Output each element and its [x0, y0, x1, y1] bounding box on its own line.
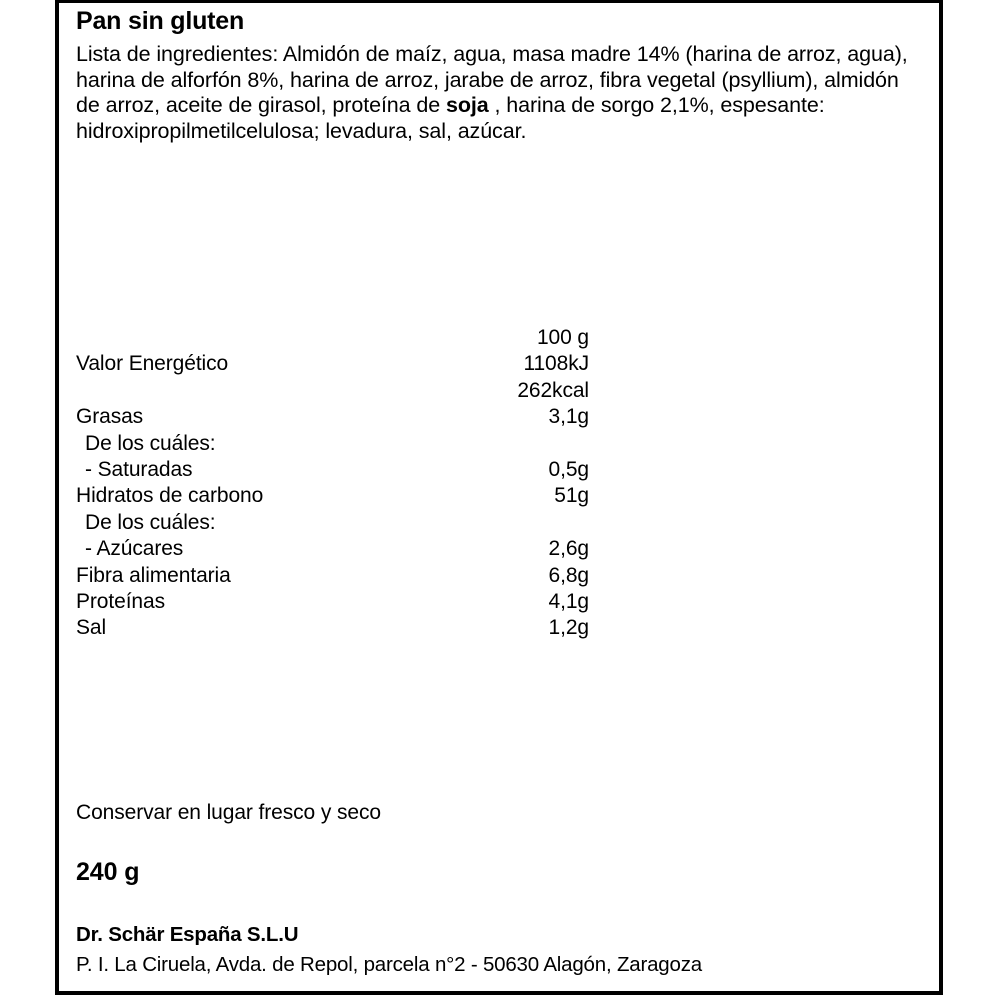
nutrition-label: - Azúcares [85, 537, 184, 561]
nutrition-header-row [59, 325, 589, 351]
nutrition-value: 3,1g [548, 405, 589, 429]
nutrition-label: Valor Energético [76, 352, 229, 376]
nutrition-table [59, 325, 589, 642]
allergen-soja: soja [446, 93, 489, 117]
nutrition-label: Hidratos de carbono [76, 484, 264, 508]
nutrition-value: 4,1g [548, 589, 589, 613]
manufacturer-address: P. I. La Ciruela, Avda. de Repol, parcela n°2 - 50630 Alagón, Zaragoza [76, 953, 702, 976]
table-row [59, 404, 589, 430]
ingredients-text-prefix: Lista de ingredientes: Almidón de maíz, agua, masa madre 14% (harina de arroz, agua), harina de alforfón 8%, harina de arroz, jarabe de arroz, fibra vegetal (psyllium), almidón de arroz, aceite de girasol, proteína de [76, 42, 908, 117]
table-row [59, 615, 589, 641]
nutrition-column-header: 100 g [536, 326, 589, 349]
nutrition-value: 51g [554, 484, 589, 508]
manufacturer-name: Dr. Schär España S.L.U [76, 923, 299, 946]
table-row [59, 378, 589, 404]
nutrition-label: Grasas [76, 405, 144, 429]
page-title: Pan sin gluten [76, 7, 245, 35]
nutrition-label: Fibra alimentaria [76, 563, 231, 587]
nutrition-value: 0,5g [548, 457, 589, 481]
table-row [59, 536, 589, 562]
table-row [59, 589, 589, 615]
table-row [59, 483, 589, 509]
product-label-panel [55, 0, 943, 995]
nutrition-value: 6,8g [548, 563, 589, 587]
table-row [59, 510, 589, 536]
table-row [59, 457, 589, 483]
table-row [59, 563, 589, 589]
nutrition-label: De los cuáles: [85, 510, 216, 534]
table-row [59, 431, 589, 457]
net-weight: 240 g [76, 858, 140, 886]
ingredients-text-suffix: , harina de sorgo 2,1%, espesante: hidroxipropilmetilcelulosa; levadura, sal, azúcar. [76, 93, 825, 143]
ingredients-list [76, 42, 916, 144]
nutrition-label: De los cuáles: [85, 431, 216, 455]
nutrition-value: 262kcal [517, 378, 589, 402]
storage-instructions: Conservar en lugar fresco y seco [76, 801, 381, 824]
nutrition-label: Sal [76, 616, 107, 640]
nutrition-value: 1,2g [548, 616, 589, 640]
nutrition-label: Proteínas [76, 589, 165, 613]
table-row [59, 351, 589, 377]
nutrition-value: 2,6g [548, 537, 589, 561]
nutrition-label: - Saturadas [85, 457, 193, 481]
nutrition-value: 1108kJ [523, 352, 589, 376]
